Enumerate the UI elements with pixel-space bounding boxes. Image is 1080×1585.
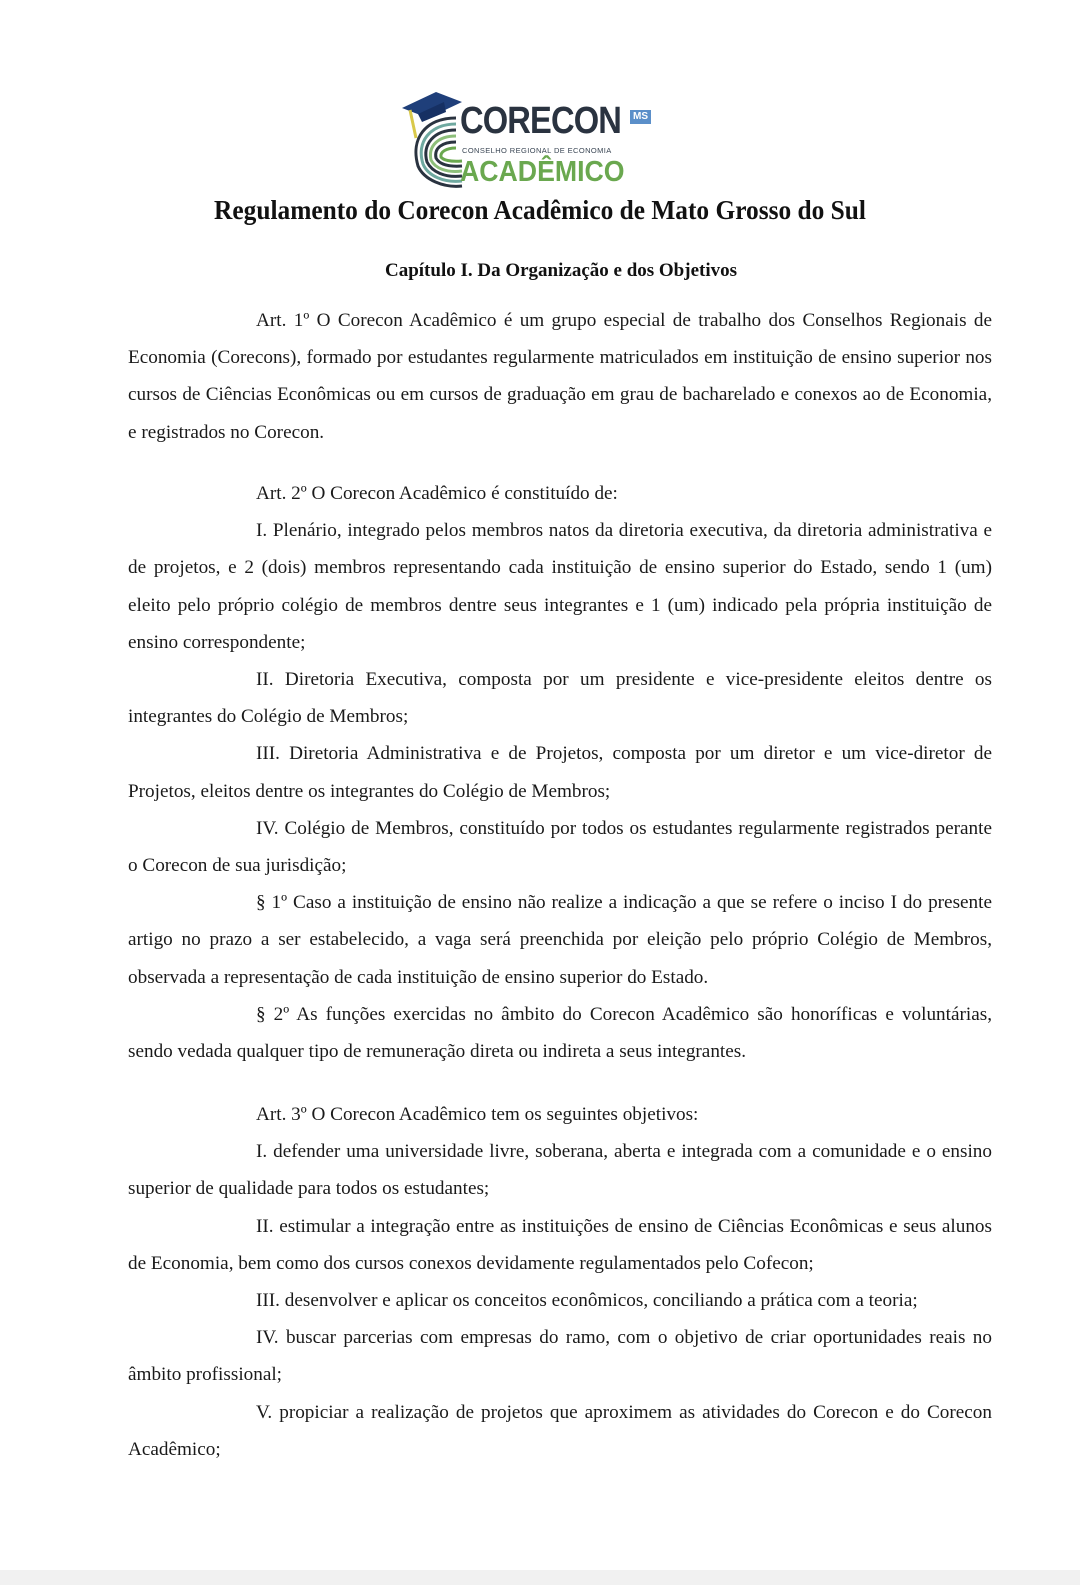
- article-3-item: V. propiciar a realização de projetos que aproximem as atividades do Corecon e do Corecon Acadêmico;: [128, 1401, 992, 1460]
- article-2-paragraph-2: § 2º As funções exercidas no âmbito do Corecon Acadêmico são honoríficas e voluntárias, sendo vedada qualquer tipo de remuneração direta ou indireta a seus integrantes.: [128, 1003, 992, 1063]
- article-2-paragraph-1: § 1º Caso a instituição de ensino não realize a indicação a que se refere o inciso I do presente artigo no prazo a ser estabelecido, a vaga será preenchida por eleição pelo próprio Colégio de Membros, observada a representação de cada instituição de ensino superior do Estado.: [128, 892, 992, 988]
- logo-ms-badge: MS: [630, 110, 651, 124]
- viewer-bottom-strip: [0, 1570, 1080, 1585]
- logo-academico-wordmark: ACADÊMICO: [460, 156, 625, 188]
- article-3-item: I. defender uma universidade livre, soberana, aberta e integrada com a comunidade e o ensino superior de qualidade para todos os estudantes;: [128, 1141, 992, 1200]
- logo-corecon-wordmark: CORECON: [460, 100, 622, 142]
- article-3: [128, 1096, 992, 1468]
- article-2-item: I. Plenário, integrado pelos membros natos da diretoria executiva, da diretoria administrativa e de projetos, e 2 (dois) membros representando cada instituição de ensino superior do Estado, sendo 1 (um) eleito pelo próprio colégio de membros dentre seus integrantes e 1 (um) indicado pela própria instituição de ensino correspondente;: [128, 520, 992, 653]
- logo-subtitle: CONSELHO REGIONAL DE ECONOMIA: [462, 146, 612, 155]
- article-3-head: Art. 3º O Corecon Acadêmico tem os seguintes objetivos:: [256, 1104, 699, 1125]
- article-3-item: IV. buscar parcerias com empresas do ramo, com o objetivo de criar oportunidades reais no âmbito profissional;: [128, 1327, 992, 1386]
- document-title: Regulamento do Corecon Acadêmico de Mato Grosso do Sul: [214, 195, 866, 225]
- article-1: [128, 302, 992, 451]
- article-1-text: Art. 1º O Corecon Acadêmico é um grupo especial de trabalho dos Conselhos Regionais de Economia (Corecons), formado por estudantes regularmente matriculados em instituição de ensino superior nos cursos de Ciências Econômicas ou em cursos de graduação em grau de bacharelado e conexos ao de Economia, e registrados no Corecon.: [128, 310, 992, 443]
- graduation-globe-icon: [398, 88, 468, 190]
- chapter-heading: Capítulo I. Da Organização e dos Objetivos: [384, 260, 738, 281]
- article-2-item: II. Diretoria Executiva, composta por um presidente e vice-presidente eleitos dentre os integrantes do Colégio de Membros;: [128, 669, 992, 728]
- article-3-item: III. desenvolver e aplicar os conceitos econômicos, conciliando a prática com a teoria;: [256, 1290, 918, 1312]
- corecon-academico-logo: [398, 88, 658, 190]
- article-3-item: II. estimular a integração entre as instituições de ensino de Ciências Econômicas e seus alunos de Economia, bem como dos cursos conexos devidamente regulamentados pelo Cofecon;: [128, 1215, 992, 1274]
- article-2: [128, 475, 992, 1070]
- article-2-item: IV. Colégio de Membros, constituído por todos os estudantes regularmente registrados perante o Corecon de sua jurisdição;: [128, 817, 992, 877]
- article-2-item: III. Diretoria Administrativa e de Projetos, composta por um diretor e um vice-diretor de Projetos, eleitos dentre os integrantes do Colégio de Membros;: [128, 743, 992, 802]
- article-2-head: Art. 2º O Corecon Acadêmico é constituído de:: [256, 483, 618, 504]
